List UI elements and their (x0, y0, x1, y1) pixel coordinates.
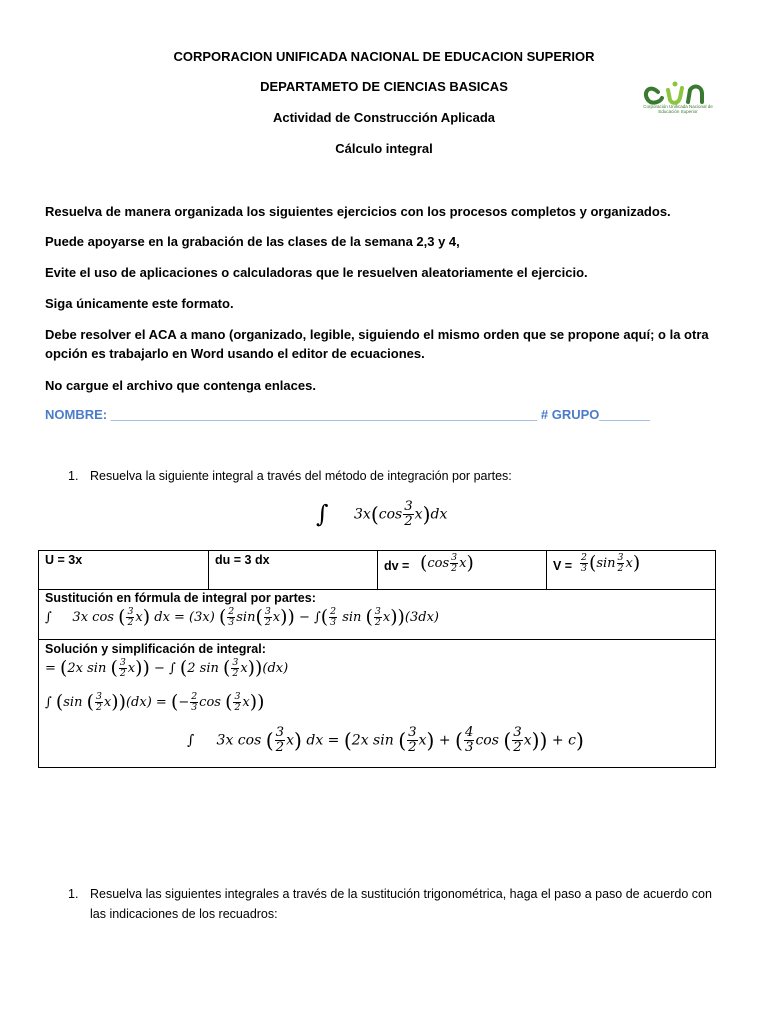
instruction-5: Debe resolver el ACA a mano (organizado, legible, siguiendo el mismo orden que se propone aquí; o la otra opción es trabajarlo en Word usando el editor de ecuaciones. (45, 327, 709, 361)
solution-table (38, 550, 716, 768)
cell-v: V = $\frac{2}{3}$ (sin $\frac{3}{2}$ x) (553, 552, 641, 574)
logo-caption: Corporación Unificada Nacional de Educación Superior (643, 104, 713, 114)
integral-sign-icon: ∫ (316, 500, 329, 528)
instruction-4: Siga únicamente este formato. (45, 296, 234, 311)
solution-step-2: ∫ (sin ( $\frac{3}{2}$ x))(dx) = (− $\frac{2}{3}$ cos ( $\frac{3}{2}$ x)) (45, 691, 265, 713)
nombre-grupo-line[interactable]: NOMBRE: ___________________________________________________________ # GRUPO_______ (45, 407, 651, 422)
table-row-variables (39, 551, 715, 590)
cell-du: du = 3 dx (209, 551, 378, 589)
course-title: Cálculo integral (335, 141, 433, 156)
question-1 (68, 466, 718, 486)
cell-u: U = 3x (39, 551, 209, 589)
solution-header: Solución y simplificación de integral: (45, 642, 266, 656)
substitution-equation: ∫ 3x cos ( $\frac{3}{2}$ x) dx = (3x) ( $\frac{2}{3}$ sin( $\frac{3}{2}$ x)) − ∫( $\frac{2}{3}$ sin ( $\frac{3}{2}$ x))(3dx) (45, 606, 439, 628)
solution-step-1: = (2x sin ( $\frac{3}{2}$ x)) − ∫ (2 sin ( $\frac{3}{2}$ x))(dx) (45, 657, 289, 679)
institution-title: CORPORACION UNIFICADA NACIONAL DE EDUCACION SUPERIOR (173, 49, 595, 64)
instruction-6: No cargue el archivo que contenga enlaces. (45, 378, 316, 393)
question-2-number: 1. (68, 887, 79, 901)
activity-title: Actividad de Construcción Aplicada (272, 110, 495, 125)
table-row-substitution (39, 589, 715, 640)
department-title: DEPARTAMETO DE CIENCIAS BASICAS (260, 79, 508, 94)
question-2 (68, 884, 718, 924)
instruction-2: Puede apoyarse en la grabación de las clases de la semana 2,3 y 4, (45, 234, 460, 249)
table-row-solution (39, 640, 715, 768)
question-1-number: 1. (68, 469, 79, 483)
solution-final: ∫ 3x cos ( $\frac{3}{2}$ x) dx = (2x sin ( $\frac{3}{2}$ x) + ( $\frac{4}{3}$ cos ( $\frac{3}{2}$ x)) + c) (187, 725, 584, 755)
dv-expression: (cos $\frac{3}{2}$ x) (420, 552, 474, 574)
substitution-header: Sustitución en fórmula de integral por partes: (45, 591, 316, 605)
v-expression: $\frac{2}{3}$ (sin $\frac{3}{2}$ x) (581, 552, 641, 574)
cell-dv: dv = (cos $\frac{3}{2}$ x) (378, 551, 547, 589)
main-integral: 3x(cos $\frac{3}{2}$ x)dx (354, 499, 448, 529)
instruction-3: Evite el uso de aplicaciones o calculadoras que le resuelven aleatoriamente el ejercicio. (45, 265, 588, 280)
question-2-text: Resuelva las siguientes integrales a través de la sustitución trigonométrica, haga el paso a paso de acuerdo con las indicaciones de los recuadros: (90, 887, 712, 921)
instruction-1: Resuelva de manera organizada los siguientes ejercicios con los procesos completos y organizados. (45, 204, 671, 219)
question-1-text: Resuelva la siguiente integral a través del método de integración por partes: (90, 469, 512, 483)
